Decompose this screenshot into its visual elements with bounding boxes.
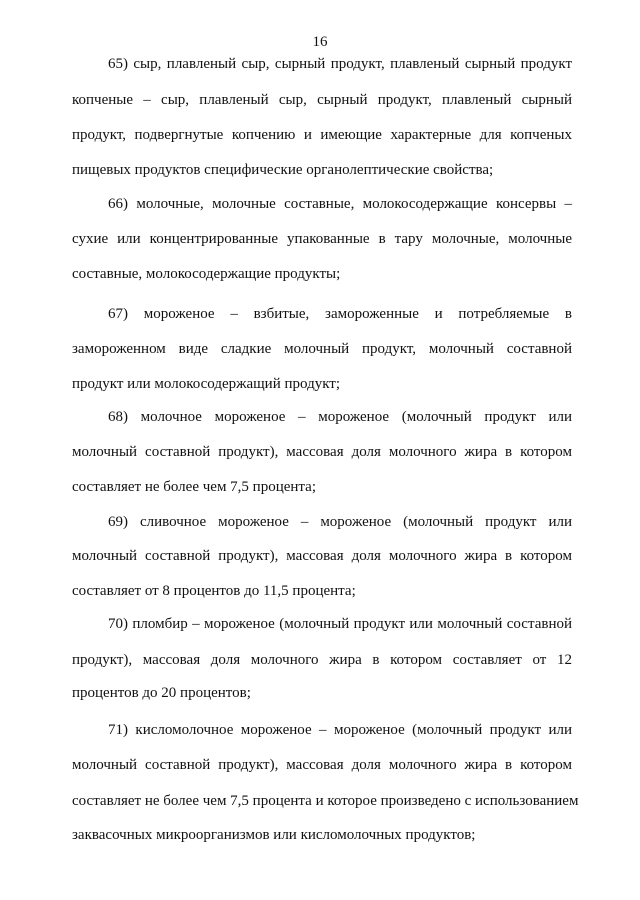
item-65-line-3: продукт, подвергнутые копчению и имеющие характерные для копченых (72, 127, 572, 143)
item-65-line-1: 65) сыр, плавленый сыр, сырный продукт, плавленый сырный продукт (108, 56, 572, 72)
item-65-line-4: пищевых продуктов специфические органолептические свойства; (72, 162, 494, 178)
item-70-line-2: продукт), массовая доля молочного жира в котором составляет от 12 (72, 652, 572, 668)
item-66-line-3: составные, молокосодержащие продукты; (72, 266, 341, 282)
item-65-line-2: копченые – сыр, плавленый сыр, сырный продукт, плавленый сырный (72, 92, 572, 108)
item-69-line-2: молочный составной продукт), массовая доля молочного жира в котором (72, 548, 572, 564)
item-67-line-3: продукт или молокосодержащий продукт; (72, 376, 341, 392)
item-68-line-3: составляет не более чем 7,5 процента; (72, 479, 316, 495)
item-70-line-3: процентов до 20 процентов; (72, 685, 251, 701)
item-71-line-1: 71) кисломолочное мороженое – мороженое (молочный продукт или (108, 722, 572, 738)
item-71-line-2: молочный составной продукт), массовая доля молочного жира в котором (72, 757, 572, 773)
item-68-line-1: 68) молочное мороженое – мороженое (молочный продукт или (108, 409, 572, 425)
item-70-line-1: 70) пломбир – мороженое (молочный продукт или молочный составной (108, 616, 572, 632)
page-number: 16 (312, 34, 328, 50)
item-68-line-2: молочный составной продукт), массовая доля молочного жира в котором (72, 444, 572, 460)
item-71-line-3: составляет не более чем 7,5 процента и которое произведено с использованием (72, 793, 579, 809)
item-66-line-1: 66) молочные, молочные составные, молокосодержащие консервы – (108, 196, 572, 212)
item-66-line-2: сухие или концентрированные упакованные в тару молочные, молочные (72, 231, 572, 247)
item-69-line-1: 69) сливочное мороженое – мороженое (молочный продукт или (108, 514, 572, 530)
item-71-line-4: заквасочных микроорганизмов или кисломолочных продуктов; (72, 827, 476, 843)
item-67-line-1: 67) мороженое – взбитые, замороженные и потребляемые в (108, 306, 572, 322)
item-67-line-2: замороженном виде сладкие молочный продукт, молочный составной (72, 341, 572, 357)
item-69-line-3: составляет от 8 процентов до 11,5 процента; (72, 583, 356, 599)
